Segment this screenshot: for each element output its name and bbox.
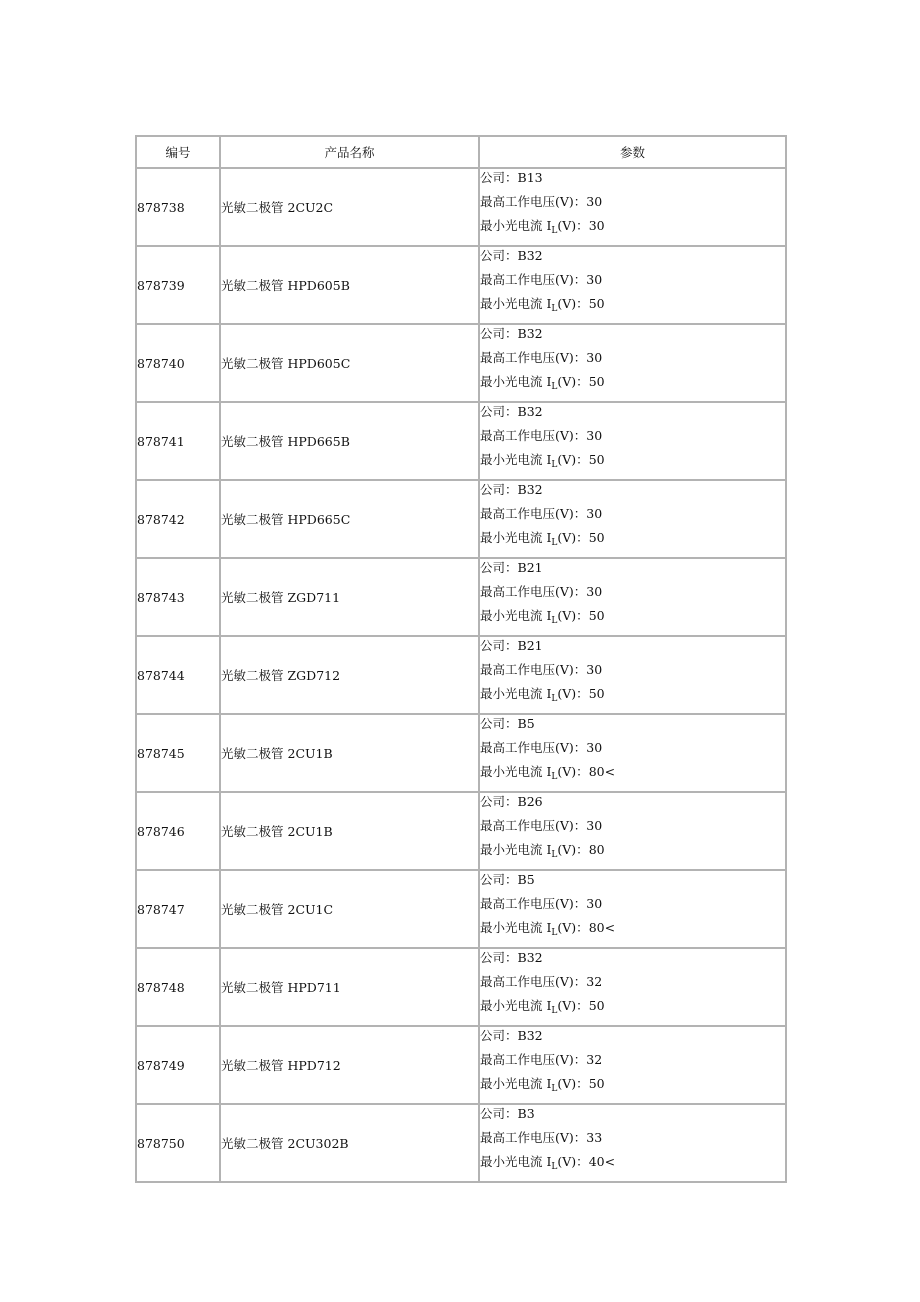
document-page — [135, 135, 785, 1183]
company-value: B21 — [517, 638, 543, 653]
max-voltage-label: 最高工作电压(V)： — [480, 974, 587, 989]
table-row — [136, 480, 786, 558]
param-min-current — [480, 373, 785, 397]
max-voltage-label: 最高工作电压(V)： — [480, 1130, 587, 1145]
max-voltage-value: 30 — [586, 584, 603, 599]
product-name-cell — [220, 1026, 479, 1104]
product-model: ZGD711 — [287, 590, 341, 605]
max-voltage-label: 最高工作电压(V)： — [480, 896, 587, 911]
param-min-current — [480, 685, 785, 709]
param-max-voltage — [480, 661, 785, 685]
max-voltage-label: 最高工作电压(V)： — [480, 662, 587, 677]
min-current-subscript: L — [551, 226, 558, 236]
header-params: 参数 — [479, 136, 786, 168]
product-id: 878749 — [136, 1026, 220, 1104]
company-label: 公司： — [480, 716, 518, 731]
product-model: 2CU1C — [287, 902, 334, 917]
company-value: B5 — [517, 716, 535, 731]
param-min-current — [480, 451, 785, 475]
product-name-cell — [220, 168, 479, 246]
max-voltage-value: 30 — [586, 818, 603, 833]
min-current-label: 最小光电流 I — [480, 764, 552, 779]
product-id: 878747 — [136, 870, 220, 948]
param-min-current — [480, 607, 785, 631]
company-label: 公司： — [480, 404, 518, 419]
param-company — [480, 169, 785, 193]
min-current-label: 最小光电流 I — [480, 608, 552, 623]
min-current-subscript: L — [551, 304, 558, 314]
company-label: 公司： — [480, 560, 518, 575]
min-current-unit: (V)： — [557, 1076, 589, 1091]
max-voltage-label: 最高工作电压(V)： — [480, 194, 587, 209]
param-min-current — [480, 217, 785, 241]
min-current-subscript: L — [551, 928, 558, 938]
min-current-unit: (V)： — [557, 608, 589, 623]
min-current-value: 80 — [588, 842, 605, 857]
min-current-subscript: L — [551, 1084, 558, 1094]
min-current-label: 最小光电流 I — [480, 842, 552, 857]
param-company — [480, 715, 785, 739]
param-min-current — [480, 841, 785, 865]
product-id: 878742 — [136, 480, 220, 558]
product-model: HPD711 — [287, 980, 341, 995]
min-current-value: 80< — [588, 764, 616, 779]
product-name: 光敏二极管 — [221, 1136, 284, 1151]
product-model: 2CU1B — [287, 824, 333, 839]
param-max-voltage — [480, 349, 785, 373]
company-label: 公司： — [480, 950, 518, 965]
param-max-voltage — [480, 427, 785, 451]
max-voltage-value: 30 — [586, 194, 603, 209]
max-voltage-label: 最高工作电压(V)： — [480, 818, 587, 833]
product-model: HPD712 — [287, 1058, 341, 1073]
product-name: 光敏二极管 — [221, 512, 284, 527]
param-company — [480, 559, 785, 583]
param-company — [480, 247, 785, 271]
min-current-subscript: L — [551, 616, 558, 626]
product-params — [479, 1026, 786, 1104]
param-max-voltage — [480, 505, 785, 529]
company-value: B32 — [517, 1028, 543, 1043]
max-voltage-label: 最高工作电压(V)： — [480, 506, 587, 521]
min-current-label: 最小光电流 I — [480, 296, 552, 311]
table-row — [136, 792, 786, 870]
table-row — [136, 870, 786, 948]
product-params — [479, 636, 786, 714]
product-name: 光敏二极管 — [221, 590, 284, 605]
company-value: B32 — [517, 950, 543, 965]
table-row — [136, 168, 786, 246]
param-company — [480, 637, 785, 661]
product-params — [479, 1104, 786, 1182]
company-label: 公司： — [480, 248, 518, 263]
product-name: 光敏二极管 — [221, 434, 284, 449]
product-name: 光敏二极管 — [221, 200, 284, 215]
max-voltage-label: 最高工作电压(V)： — [480, 740, 587, 755]
product-name-cell — [220, 558, 479, 636]
param-max-voltage — [480, 895, 785, 919]
product-params — [479, 948, 786, 1026]
table-row — [136, 402, 786, 480]
product-name: 光敏二极管 — [221, 356, 284, 371]
max-voltage-value: 30 — [586, 350, 603, 365]
product-model: 2CU1B — [287, 746, 333, 761]
max-voltage-value: 30 — [586, 428, 603, 443]
product-id: 878744 — [136, 636, 220, 714]
param-company — [480, 325, 785, 349]
company-value: B26 — [517, 794, 543, 809]
min-current-label: 最小光电流 I — [480, 218, 552, 233]
product-name-cell — [220, 1104, 479, 1182]
header-row — [136, 136, 786, 168]
product-name-cell — [220, 948, 479, 1026]
company-value: B3 — [517, 1106, 535, 1121]
header-name: 产品名称 — [220, 136, 479, 168]
product-id: 878748 — [136, 948, 220, 1026]
min-current-value: 80< — [588, 920, 616, 935]
table-row — [136, 1104, 786, 1182]
table-row — [136, 324, 786, 402]
company-value: B32 — [517, 248, 543, 263]
max-voltage-value: 32 — [586, 974, 603, 989]
max-voltage-label: 最高工作电压(V)： — [480, 584, 587, 599]
product-model: 2CU2C — [287, 200, 334, 215]
param-company — [480, 403, 785, 427]
min-current-label: 最小光电流 I — [480, 686, 552, 701]
min-current-value: 40< — [588, 1154, 616, 1169]
product-params — [479, 402, 786, 480]
min-current-unit: (V)： — [557, 920, 589, 935]
param-company — [480, 871, 785, 895]
param-company — [480, 1027, 785, 1051]
min-current-subscript: L — [551, 382, 558, 392]
min-current-subscript: L — [551, 694, 558, 704]
product-params — [479, 792, 786, 870]
product-id: 878738 — [136, 168, 220, 246]
param-min-current — [480, 295, 785, 319]
table-row — [136, 1026, 786, 1104]
product-name-cell — [220, 636, 479, 714]
product-name-cell — [220, 792, 479, 870]
table-row — [136, 246, 786, 324]
param-min-current — [480, 919, 785, 943]
company-label: 公司： — [480, 638, 518, 653]
product-model: HPD665C — [287, 512, 351, 527]
product-name: 光敏二极管 — [221, 278, 284, 293]
min-current-unit: (V)： — [557, 842, 589, 857]
param-max-voltage — [480, 1051, 785, 1075]
min-current-label: 最小光电流 I — [480, 920, 552, 935]
company-label: 公司： — [480, 794, 518, 809]
min-current-value: 50 — [588, 530, 605, 545]
param-max-voltage — [480, 193, 785, 217]
min-current-label: 最小光电流 I — [480, 530, 552, 545]
param-min-current — [480, 997, 785, 1021]
product-name-cell — [220, 714, 479, 792]
product-params — [479, 558, 786, 636]
param-max-voltage — [480, 583, 785, 607]
company-value: B32 — [517, 326, 543, 341]
max-voltage-label: 最高工作电压(V)： — [480, 428, 587, 443]
min-current-unit: (V)： — [557, 998, 589, 1013]
product-params — [479, 714, 786, 792]
min-current-value: 50 — [588, 608, 605, 623]
product-model: HPD665B — [287, 434, 350, 449]
table-row — [136, 558, 786, 636]
min-current-label: 最小光电流 I — [480, 1076, 552, 1091]
product-name-cell — [220, 402, 479, 480]
company-value: B5 — [517, 872, 535, 887]
min-current-subscript: L — [551, 772, 558, 782]
company-label: 公司： — [480, 326, 518, 341]
min-current-subscript: L — [551, 1006, 558, 1016]
header-id: 编号 — [136, 136, 220, 168]
product-model: HPD605C — [287, 356, 351, 371]
param-min-current — [480, 529, 785, 553]
max-voltage-value: 30 — [586, 272, 603, 287]
min-current-value: 50 — [588, 296, 605, 311]
table-row — [136, 636, 786, 714]
max-voltage-value: 30 — [586, 506, 603, 521]
min-current-value: 50 — [588, 1076, 605, 1091]
max-voltage-value: 30 — [586, 662, 603, 677]
min-current-value: 50 — [588, 452, 605, 467]
max-voltage-value: 30 — [586, 740, 603, 755]
company-label: 公司： — [480, 170, 518, 185]
company-value: B13 — [517, 170, 543, 185]
product-id: 878739 — [136, 246, 220, 324]
product-id: 878740 — [136, 324, 220, 402]
min-current-unit: (V)： — [557, 764, 589, 779]
product-name: 光敏二极管 — [221, 902, 284, 917]
product-params — [479, 324, 786, 402]
param-company — [480, 949, 785, 973]
max-voltage-value: 32 — [586, 1052, 603, 1067]
company-label: 公司： — [480, 1106, 518, 1121]
max-voltage-label: 最高工作电压(V)： — [480, 1052, 587, 1067]
product-name-cell — [220, 870, 479, 948]
product-name-cell — [220, 324, 479, 402]
param-company — [480, 481, 785, 505]
product-id: 878741 — [136, 402, 220, 480]
max-voltage-value: 33 — [586, 1130, 603, 1145]
param-max-voltage — [480, 271, 785, 295]
product-params — [479, 870, 786, 948]
product-name: 光敏二极管 — [221, 668, 284, 683]
min-current-subscript: L — [551, 1162, 558, 1172]
param-min-current — [480, 763, 785, 787]
param-min-current — [480, 1153, 785, 1177]
max-voltage-value: 30 — [586, 896, 603, 911]
product-name: 光敏二极管 — [221, 980, 284, 995]
product-params — [479, 168, 786, 246]
min-current-value: 50 — [588, 998, 605, 1013]
product-name: 光敏二极管 — [221, 1058, 284, 1073]
max-voltage-label: 最高工作电压(V)： — [480, 350, 587, 365]
param-company — [480, 1105, 785, 1129]
min-current-label: 最小光电流 I — [480, 998, 552, 1013]
param-max-voltage — [480, 739, 785, 763]
product-name-cell — [220, 246, 479, 324]
product-model: 2CU302B — [287, 1136, 349, 1151]
param-min-current — [480, 1075, 785, 1099]
min-current-unit: (V)： — [557, 218, 589, 233]
product-name: 光敏二极管 — [221, 746, 284, 761]
min-current-label: 最小光电流 I — [480, 1154, 552, 1169]
product-id: 878745 — [136, 714, 220, 792]
min-current-value: 50 — [588, 686, 605, 701]
company-value: B32 — [517, 482, 543, 497]
product-id: 878743 — [136, 558, 220, 636]
min-current-label: 最小光电流 I — [480, 452, 552, 467]
product-model: HPD605B — [287, 278, 350, 293]
company-label: 公司： — [480, 872, 518, 887]
company-label: 公司： — [480, 482, 518, 497]
param-max-voltage — [480, 1129, 785, 1153]
min-current-value: 30 — [588, 218, 605, 233]
product-id: 878746 — [136, 792, 220, 870]
param-max-voltage — [480, 973, 785, 997]
min-current-unit: (V)： — [557, 296, 589, 311]
min-current-unit: (V)： — [557, 374, 589, 389]
min-current-subscript: L — [551, 538, 558, 548]
company-label: 公司： — [480, 1028, 518, 1043]
min-current-value: 50 — [588, 374, 605, 389]
table-row — [136, 714, 786, 792]
product-name-cell — [220, 480, 479, 558]
min-current-unit: (V)： — [557, 530, 589, 545]
min-current-unit: (V)： — [557, 452, 589, 467]
product-params — [479, 480, 786, 558]
min-current-unit: (V)： — [557, 686, 589, 701]
company-value: B21 — [517, 560, 543, 575]
min-current-subscript: L — [551, 850, 558, 860]
param-max-voltage — [480, 817, 785, 841]
product-id: 878750 — [136, 1104, 220, 1182]
min-current-subscript: L — [551, 460, 558, 470]
max-voltage-label: 最高工作电压(V)： — [480, 272, 587, 287]
table-row — [136, 948, 786, 1026]
product-table — [135, 135, 787, 1183]
company-value: B32 — [517, 404, 543, 419]
min-current-unit: (V)： — [557, 1154, 589, 1169]
product-name: 光敏二极管 — [221, 824, 284, 839]
param-company — [480, 793, 785, 817]
min-current-label: 最小光电流 I — [480, 374, 552, 389]
product-model: ZGD712 — [287, 668, 341, 683]
product-params — [479, 246, 786, 324]
